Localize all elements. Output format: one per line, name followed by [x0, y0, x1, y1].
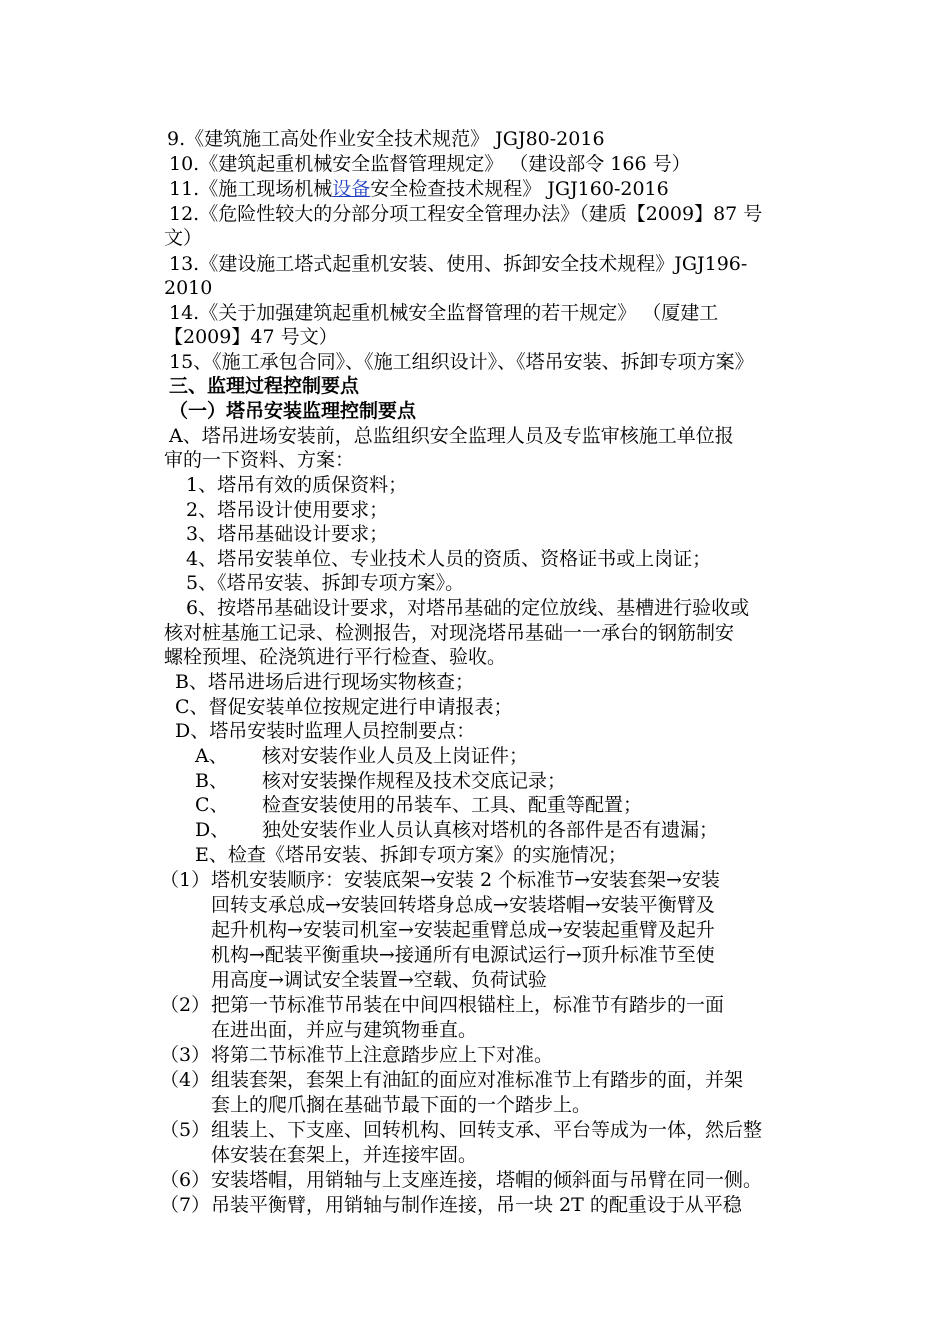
step-6-line1: 安装塔帽，用销轴与上支座连接，塔帽的倾斜面与吊臂在同一侧。	[211, 1169, 763, 1191]
step-5-line2: 体安装在套架上，并连接牢固。	[211, 1144, 478, 1166]
part-d-sub-b-text: 核对安装操作规程及技术交底记录；	[262, 770, 567, 792]
part-d-sub-a-text: 核对安装作业人员及上岗证件；	[262, 745, 529, 767]
reference-item-13-line1: 13.《建设施工塔式起重机安装、使用、拆卸安全技术规程》JGJ196-	[169, 253, 748, 275]
step-1-line4: 机构→配装平衡重块→接通所有电源试运行→顶升标准节至使	[211, 944, 715, 966]
reference-item-10: 10.《建筑起重机械安全监督管理规定》 （建设部令 166 号）	[169, 153, 691, 175]
part-d-sub-c-text: 检查安装使用的吊装车、工具、配重等配置；	[262, 794, 643, 816]
part-c: C、督促安装单位按规定进行申请报表；	[175, 696, 513, 718]
reference-item-14-line1: 14.《关于加强建筑起重机械安全监督管理的若干规定》 （厦建工	[169, 302, 719, 324]
part-a-item-3: 3、塔吊基础设计要求；	[186, 523, 389, 545]
step-7-number: （7）	[160, 1194, 211, 1216]
reference-item-15: 15、《施工承包合同》、《施工组织设计》、《塔吊安装、拆卸专项方案》	[169, 351, 754, 373]
part-b: B、塔吊进场后进行现场实物核查；	[175, 671, 474, 693]
step-1-line2: 回转支承总成→安装回转塔身总成→安装塔帽→安装平衡臂及	[211, 894, 715, 916]
part-a-item-1: 1、塔吊有效的质保资料；	[186, 474, 408, 496]
part-a-item-5: 5、《塔吊安装、拆卸专项方案》。	[186, 572, 465, 594]
reference-item-13-line2: 2010	[164, 277, 213, 299]
step-1-line3: 起升机构→安装司机室→安装起重臂总成→安装起重臂及起升	[211, 919, 715, 941]
reference-item-14-line2: 【2009】47 号文）	[164, 326, 338, 348]
reference-item-12-line1: 12.《危险性较大的分部分项工程安全管理办法》（建质【2009】87 号	[169, 203, 763, 225]
subsection-heading: （一）塔吊安装监理控制要点	[169, 400, 417, 422]
part-d-sub-c-label: C、	[195, 794, 229, 816]
part-d-title: D、塔吊安装时监理人员控制要点：	[175, 720, 476, 742]
reference-item-11-prefix: 11.《施工现场机械	[169, 178, 333, 200]
step-1-line1: 塔机安装顺序：安装底架→安装 2 个标准节→安装套架→安装	[211, 869, 720, 891]
step-3-number: （3）	[160, 1044, 211, 1066]
step-2-line1: 把第一节标准节吊装在中间四根锚柱上，标准节有踏步的一面	[211, 994, 725, 1016]
step-3-line1: 将第二节标准节上注意踏步应上下对准。	[211, 1044, 554, 1066]
part-a-item-6-line2: 核对桩基施工记录、检测报告，对现浇塔吊基础一一承台的钢筋制安	[164, 622, 735, 644]
step-1-line5: 用高度→调试安全装置→空载、负荷试验	[211, 969, 547, 991]
part-a-line2: 审的一下资料、方案：	[164, 449, 355, 471]
step-2-number: （2）	[160, 994, 211, 1016]
step-5-line1: 组装上、下支座、回转机构、回转支承、平台等成为一体，然后整	[211, 1119, 763, 1141]
part-a-line1: A、塔吊进场安装前，总监组织安全监理人员及专监审核施工单位报	[169, 425, 734, 447]
reference-item-12-line2: 文）	[164, 227, 203, 249]
step-2-line2: 在进出面，并应与建筑物垂直。	[211, 1019, 478, 1041]
part-d-sub-a-label: A、	[195, 745, 228, 767]
equipment-link[interactable]: 设备	[332, 178, 371, 200]
part-a-item-4: 4、塔吊安装单位、专业技术人员的资质、资格证书或上岗证；	[186, 548, 712, 570]
part-a-item-6-line1: 6、按塔吊基础设计要求，对塔吊基础的定位放线、基槽进行验收或	[186, 597, 750, 619]
reference-item-9: 9.《建筑施工高处作业安全技术规范》 JGJ80-2016	[167, 128, 605, 150]
step-5-number: （5）	[160, 1119, 211, 1141]
step-6-number: （6）	[160, 1169, 211, 1191]
section-heading: 三、监理过程控制要点	[169, 375, 360, 397]
part-a-item-2: 2、塔吊设计使用要求；	[186, 499, 389, 521]
step-1-number: （1）	[160, 869, 211, 891]
step-4-line2: 套上的爬爪搁在基础节最下面的一个踏步上。	[211, 1094, 592, 1116]
reference-item-11	[169, 177, 669, 202]
part-a-item-6-line3: 螺栓预埋、砼浇筑进行平行检查、验收。	[164, 646, 507, 668]
part-d-sub-d-label: D、	[195, 819, 230, 841]
part-d-sub-e: E、检查《塔吊安装、拆卸专项方案》的实施情况；	[195, 844, 627, 866]
reference-item-11-suffix: 安全检查技术规程》 JGJ160-2016	[370, 178, 669, 200]
part-d-sub-b-label: B、	[195, 770, 228, 792]
part-d-sub-d-text: 独处安装作业人员认真核对塔机的各部件是否有遗漏；	[262, 819, 719, 841]
step-4-number: （4）	[160, 1069, 211, 1091]
step-7-line1: 吊装平衡臂，用销轴与制作连接，吊一块 2T 的配重设于从平稳	[211, 1194, 742, 1216]
step-4-line1: 组装套架，套架上有油缸的面应对准标准节上有踏步的面，并架	[211, 1069, 744, 1091]
